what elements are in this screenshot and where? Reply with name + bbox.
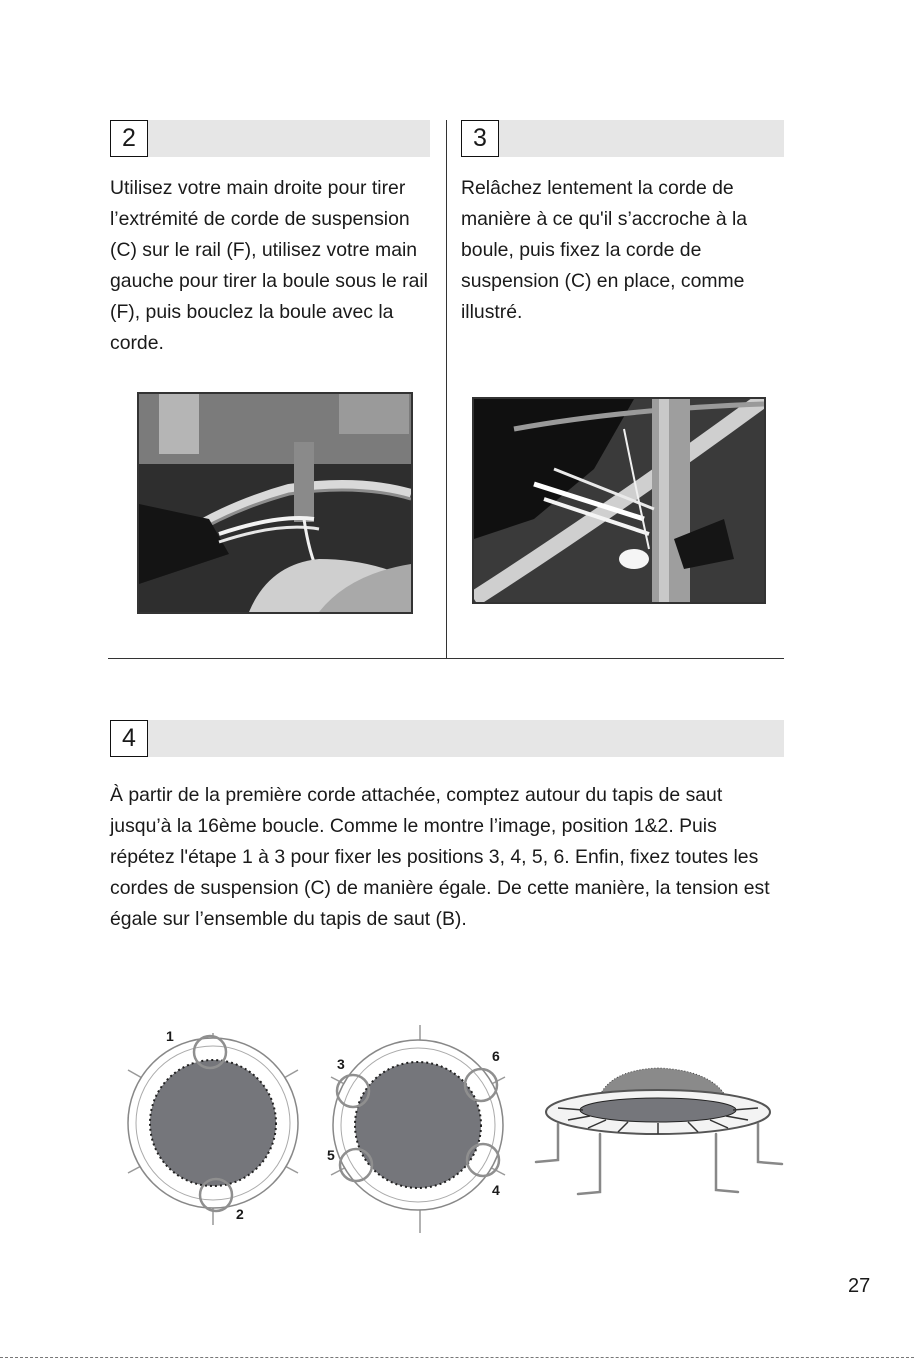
step-3-header	[461, 120, 784, 157]
step-3-photo	[472, 397, 766, 604]
column-divider	[446, 120, 447, 658]
step-4-number: 4	[110, 720, 148, 757]
step-3-text: Relâchez lentement la corde de manière à ce qu'il s’accroche à la boule, puis fixez la corde de suspension (C) en place, comme illustré.	[461, 177, 748, 323]
section-divider	[108, 658, 784, 659]
label-position-4: 4	[492, 1182, 500, 1198]
label-position-2: 2	[236, 1206, 244, 1222]
step-3-number: 3	[461, 120, 499, 157]
step-2-header	[110, 120, 430, 157]
trampoline-diagram-positions-1-2	[118, 1025, 308, 1233]
step-2-text: Utilisez votre main droite pour tirer l’extrémité de corde de suspension (C) sur le rail (F), utilisez votre main gauche pour tirer la boule sous le rail (F), puis bouclez la boule avec la corde.	[110, 177, 428, 354]
trampoline-perspective-diagram	[528, 1062, 786, 1198]
step-4-header	[110, 720, 784, 757]
label-position-1: 1	[166, 1028, 174, 1044]
trampoline-diagram-positions-3-6	[326, 1025, 510, 1235]
label-position-5: 5	[327, 1147, 335, 1163]
page-number: 27	[848, 1275, 871, 1297]
step-2-number: 2	[110, 120, 148, 157]
label-position-6: 6	[492, 1048, 500, 1064]
label-position-3: 3	[337, 1056, 345, 1072]
step-2-photo	[137, 392, 413, 614]
step-4-text: À partir de la première corde attachée, comptez autour du tapis de saut jusqu’à la 16ème boucle. Comme le montre l’image, position 1&2. Puis répétez l'étape 1 à 3 pour fixer les positions 3, 4, 5, 6. Enfin, fixez toutes les cordes de suspension (C) de manière égale. De cette manière, la tension est égale sur l’ensemble du tapis de saut (B).	[110, 784, 770, 930]
bottom-cut-line	[0, 1357, 914, 1358]
